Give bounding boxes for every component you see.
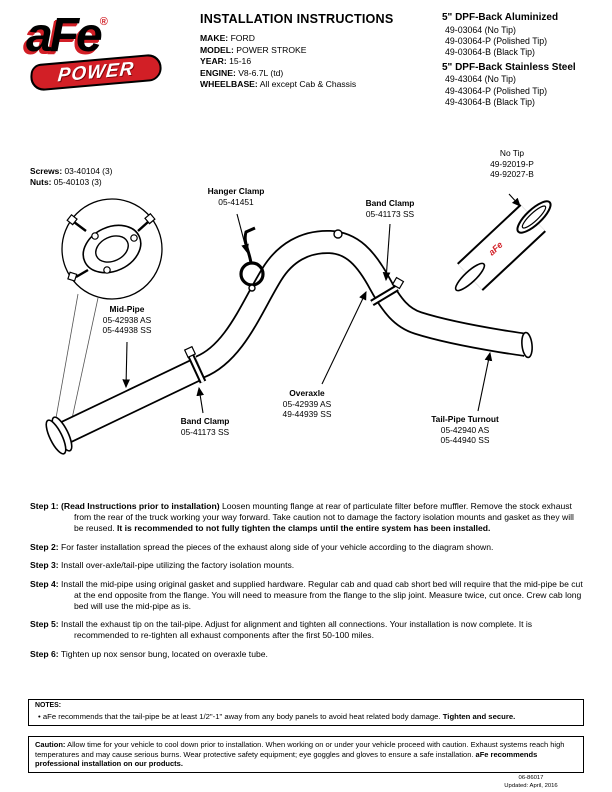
product-group-aluminized bbox=[442, 12, 608, 59]
product-item: 49-03064-P (Polished Tip) bbox=[445, 35, 548, 46]
step-4: Step 4: Install the mid-pipe using original gasket and supplied hardware. Regular cab and quad cab short bed will require that the mid-pipe be cut at the end opposite from the flange. You will need to measure from the flange to the slip joint. Measure twice, cut once. Crew cab long bed will use the mid-pipe as is. bbox=[30, 578, 583, 611]
hanger-clamp-label: Hanger Clamp 05-41451 bbox=[207, 186, 265, 207]
exhaust-system-diagram bbox=[0, 146, 612, 498]
mid-pipe-label: Mid-Pipe 05-42938 AS 05-44938 SS bbox=[102, 304, 152, 336]
bullet-icon: • bbox=[38, 711, 41, 721]
product-group-title: 5" DPF-Back Stainless Steel bbox=[442, 61, 576, 73]
step-5: Step 5: Install the exhaust tip on the tail-pipe. Adjust for alignment and tighten all connections. Your installation is now complete. It is recommended to re-tighten all exhaust components after the first 50-100 miles. bbox=[30, 619, 533, 640]
caution-box: Caution: Allow time for your vehicle to cool down prior to installation. When working on or under your vehicle proceed with caution. Exhaust systems reach high temperatures and may cause serious burns. Wear protective safety equipment; eye goggles and gloves to ensure a safe installation. aFe recommends professional installation on our products. bbox=[28, 736, 584, 773]
afe-logo-wordmark bbox=[26, 8, 191, 63]
power-banner-text: POWER bbox=[56, 58, 136, 86]
installation-steps bbox=[30, 501, 584, 667]
registered-mark-icon: ® bbox=[99, 16, 108, 28]
header-part-numbers bbox=[442, 12, 608, 111]
notes-title: NOTES: bbox=[35, 702, 62, 709]
overaxle-label: Overaxle 05-42939 AS 49-44939 SS bbox=[282, 388, 332, 420]
spec-wheelbase: WHEELBASE: All except Cab & Chassis bbox=[200, 79, 357, 90]
afe-logo-text: aFe bbox=[26, 9, 100, 62]
band-clamp-upper-label: Band Clamp 05-41173 SS bbox=[365, 198, 415, 219]
band-clamp-lower-label: Band Clamp 05-41173 SS bbox=[180, 416, 230, 437]
document-updated-date: Updated: April, 2016 bbox=[504, 782, 558, 789]
step-1: Step 1: (Read Instructions prior to installation) Loosen mounting flange at rear of particulate filter before muffler. Remove the stock exhaust from the rear of the truck working your way forward. Take caution not to damage the factory isolation mounts and gasket as they will be reused. It is recommended to not fully tighten the clamps until the entire system has been installed. bbox=[30, 501, 574, 533]
step-6: Step 6: Tighten up nox sensor bung, located on overaxle tube. bbox=[30, 648, 268, 659]
page-title: INSTALLATION INSTRUCTIONS bbox=[200, 12, 394, 26]
product-group-stainless bbox=[442, 62, 608, 109]
mid-pipe-drawing bbox=[42, 370, 196, 456]
product-item: 49-43064-B (Black Tip) bbox=[445, 97, 535, 108]
spec-model: MODEL: POWER STROKE bbox=[200, 44, 307, 55]
spec-make: MAKE: FORD bbox=[200, 33, 255, 43]
step-3: Step 3: Install over-axle/tail-pipe utilizing the factory isolation mounts. bbox=[30, 560, 295, 570]
exhaust-tip-drawing bbox=[452, 197, 554, 294]
tail-pipe-turnout-label: Tail-Pipe Turnout 05-42940 AS 05-44940 SS bbox=[431, 414, 499, 446]
spec-year: YEAR: 15-16 bbox=[200, 56, 252, 67]
nox-sensor-bung bbox=[334, 230, 342, 238]
no-tip-label: No Tip 49-92019-P 49-92027-B bbox=[490, 148, 534, 180]
step-2: Step 2: For faster installation spread the pieces of the exhaust along side of your vehicle according to the diagram shown. bbox=[30, 541, 494, 552]
afe-power-logo bbox=[26, 8, 191, 103]
product-item: 49-03064 (No Tip) bbox=[445, 24, 516, 35]
header-vehicle-info bbox=[200, 12, 438, 91]
document-number: 06-86017 bbox=[518, 775, 544, 782]
product-item: 49-43064-P (Polished Tip) bbox=[445, 85, 548, 96]
flange-detail-circle bbox=[62, 199, 162, 299]
document-footer bbox=[476, 775, 586, 790]
product-item: 49-43064 (No Tip) bbox=[445, 74, 516, 85]
hanger-clamp-drawing bbox=[241, 228, 263, 291]
tip-afe-logo: aFe bbox=[486, 239, 505, 258]
notes-bullet-item: • aFe recommends that the tail-pipe be at least 1/2"-1" away from any body panels to avoid heat related body damage. Tighten and secure. bbox=[38, 711, 516, 721]
spec-engine: ENGINE: V8-6.7L (td) bbox=[200, 67, 284, 78]
product-group-title: 5" DPF-Back Aluminized bbox=[442, 12, 559, 23]
screws-nuts-label: Screws: 03-40104 (3) Nuts: 05-40103 (3) bbox=[30, 166, 113, 187]
notes-box bbox=[28, 699, 584, 726]
product-item: 49-03064-B (Black Tip) bbox=[445, 47, 535, 58]
